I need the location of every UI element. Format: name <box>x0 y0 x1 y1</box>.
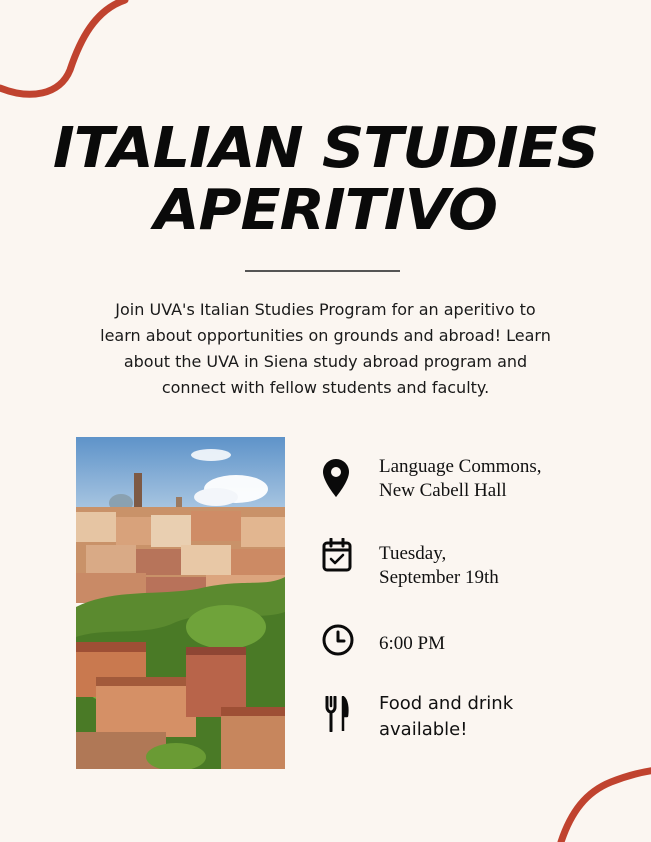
location-text <box>379 455 542 503</box>
top-left-swoosh <box>0 0 140 110</box>
title-line-1: ITALIAN STUDIES <box>52 116 599 181</box>
time-text <box>379 632 445 656</box>
page-title <box>0 118 651 242</box>
food-text <box>379 691 513 743</box>
fork-knife-icon <box>325 696 349 732</box>
calendar-check-icon <box>322 538 352 572</box>
location-line-2: New Cabell Hall <box>379 480 507 501</box>
intro-paragraph <box>80 297 571 401</box>
clock-icon <box>322 624 354 656</box>
intro-line-4: connect with fellow students and faculty. <box>161 378 490 397</box>
intro-line-3: about the UVA in Siena study abroad program and <box>123 352 528 371</box>
food-line-2: available! <box>379 719 468 740</box>
food-line-1: Food and drink <box>379 693 514 714</box>
intro-line-1: Join UVA's Italian Studies Program for an aperitivo to <box>115 300 536 319</box>
date-line-1: Tuesday, <box>379 543 447 564</box>
intro-line-2: learn about opportunities on grounds and abroad! Learn <box>100 326 551 345</box>
divider <box>245 270 400 272</box>
location-pin-icon <box>322 458 350 498</box>
date-line-2: September 19th <box>379 567 499 588</box>
time-value: 6:00 PM <box>379 633 445 654</box>
date-text <box>379 542 499 590</box>
siena-photo <box>76 437 285 769</box>
location-line-1: Language Commons, <box>379 456 542 477</box>
bottom-right-swoosh <box>541 752 651 842</box>
title-line-2: APERITIVO <box>154 178 497 243</box>
